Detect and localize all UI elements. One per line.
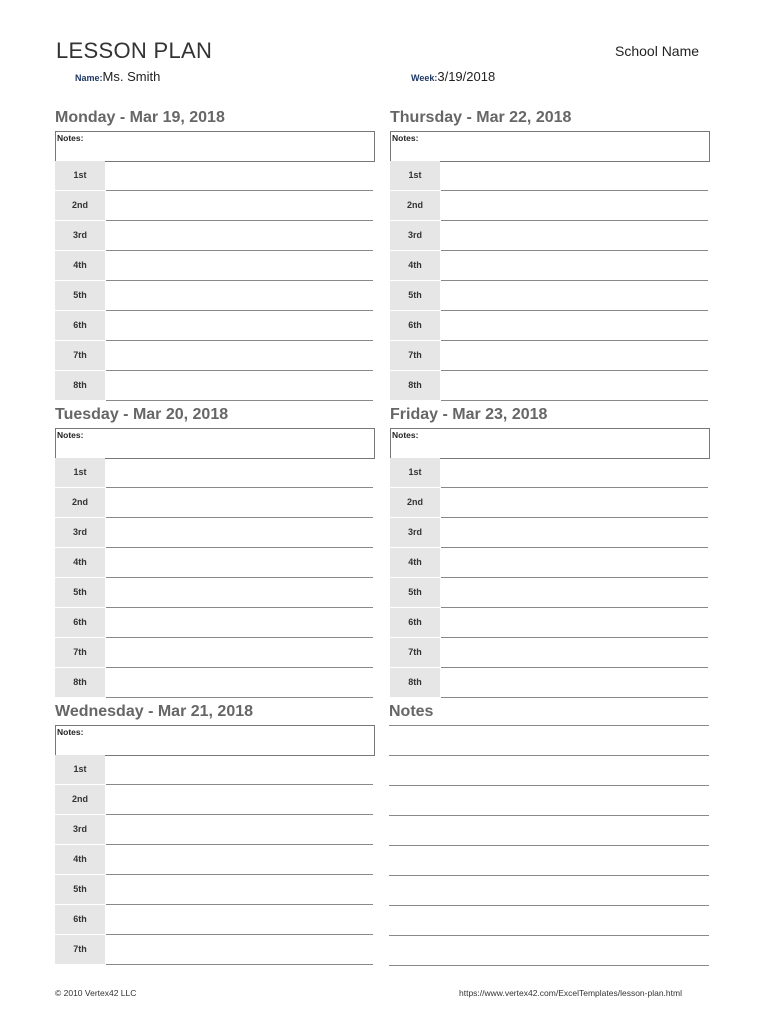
period-label: 7th	[55, 935, 105, 964]
period-row[interactable]	[55, 668, 373, 698]
period-row[interactable]	[55, 935, 373, 965]
period-label: 5th	[390, 578, 440, 607]
period-label: 5th	[55, 281, 105, 310]
period-label: 3rd	[55, 815, 105, 844]
period-row[interactable]	[390, 251, 708, 281]
period-row[interactable]	[390, 311, 708, 341]
period-row[interactable]	[55, 815, 373, 845]
period-row[interactable]	[55, 161, 373, 191]
period-row[interactable]	[55, 578, 373, 608]
period-label: 4th	[55, 251, 105, 280]
period-row[interactable]	[390, 371, 708, 401]
notes-line[interactable]	[389, 905, 709, 906]
period-label: 3rd	[390, 518, 440, 547]
period-label: 3rd	[55, 221, 105, 250]
period-row[interactable]	[55, 905, 373, 935]
period-row[interactable]	[390, 548, 708, 578]
period-label: 1st	[55, 161, 105, 190]
notes-line[interactable]	[389, 965, 709, 966]
period-row[interactable]	[390, 191, 708, 221]
week-value: 3/19/2018	[437, 69, 496, 84]
period-row[interactable]	[390, 518, 708, 548]
page-title: LESSON PLAN	[56, 38, 213, 63]
period-label: 5th	[390, 281, 440, 310]
period-row[interactable]	[55, 488, 373, 518]
period-label: 6th	[390, 608, 440, 637]
period-row[interactable]	[55, 845, 373, 875]
period-label: 3rd	[390, 221, 440, 250]
period-label: 8th	[55, 371, 105, 400]
period-row[interactable]	[55, 875, 373, 905]
day-title: Thursday - Mar 22, 2018	[390, 109, 572, 126]
day-notes-box[interactable]	[55, 131, 375, 162]
period-label: 5th	[55, 875, 105, 904]
day-notes-box[interactable]	[390, 131, 710, 162]
notes-line[interactable]	[389, 725, 709, 726]
period-label: 4th	[55, 845, 105, 874]
period-entry-line[interactable]	[441, 697, 708, 698]
notes-line[interactable]	[389, 755, 709, 756]
day-notes-box[interactable]	[390, 428, 710, 459]
week-field	[411, 68, 495, 86]
period-row[interactable]	[55, 371, 373, 401]
period-row[interactable]	[390, 281, 708, 311]
period-label: 4th	[390, 548, 440, 577]
period-label: 8th	[390, 371, 440, 400]
teacher-name-field	[75, 68, 160, 86]
notes-section-title: Notes	[389, 703, 434, 720]
period-row[interactable]	[55, 548, 373, 578]
notes-line[interactable]	[389, 785, 709, 786]
day-notes-box[interactable]	[55, 428, 375, 459]
day-title: Friday - Mar 23, 2018	[390, 406, 548, 423]
period-label: 2nd	[55, 191, 105, 220]
period-label: 1st	[390, 161, 440, 190]
period-label: 2nd	[55, 488, 105, 517]
period-label: 4th	[390, 251, 440, 280]
period-row[interactable]	[55, 221, 373, 251]
period-row[interactable]	[55, 458, 373, 488]
period-label: 6th	[55, 608, 105, 637]
notes-label: Notes:	[392, 133, 419, 143]
notes-line[interactable]	[389, 875, 709, 876]
period-row[interactable]	[390, 488, 708, 518]
period-entry-line[interactable]	[106, 697, 373, 698]
period-label: 3rd	[55, 518, 105, 547]
notes-label: Notes:	[57, 430, 84, 440]
period-row[interactable]	[55, 311, 373, 341]
day-title: Wednesday - Mar 21, 2018	[55, 703, 254, 720]
period-label: 6th	[55, 905, 105, 934]
period-row[interactable]	[390, 161, 708, 191]
period-label: 8th	[390, 668, 440, 697]
period-label: 2nd	[390, 488, 440, 517]
period-row[interactable]	[55, 785, 373, 815]
period-row[interactable]	[390, 608, 708, 638]
period-label: 7th	[390, 341, 440, 370]
period-row[interactable]	[390, 221, 708, 251]
period-entry-line[interactable]	[106, 400, 373, 401]
period-row[interactable]	[55, 341, 373, 371]
period-row[interactable]	[55, 251, 373, 281]
period-row[interactable]	[55, 191, 373, 221]
period-row[interactable]	[390, 638, 708, 668]
period-label: 5th	[55, 578, 105, 607]
name-value: Ms. Smith	[102, 69, 161, 84]
day-title: Monday - Mar 19, 2018	[55, 109, 225, 126]
day-title: Tuesday - Mar 20, 2018	[55, 406, 229, 423]
period-label: 1st	[390, 458, 440, 487]
notes-label: Notes:	[57, 727, 84, 737]
notes-line[interactable]	[389, 815, 709, 816]
notes-label: Notes:	[57, 133, 84, 143]
period-label: 4th	[55, 548, 105, 577]
notes-line[interactable]	[389, 935, 709, 936]
period-row[interactable]	[55, 638, 373, 668]
period-label: 1st	[55, 755, 105, 784]
period-label: 1st	[55, 458, 105, 487]
week-label: Week:	[411, 73, 438, 83]
period-row[interactable]	[390, 458, 708, 488]
period-row[interactable]	[55, 755, 373, 785]
period-row[interactable]	[390, 341, 708, 371]
period-label: 2nd	[55, 785, 105, 814]
period-row[interactable]	[55, 281, 373, 311]
notes-line[interactable]	[389, 845, 709, 846]
footer-copyright: © 2010 Vertex42 LLC	[55, 988, 137, 998]
day-notes-box[interactable]	[55, 725, 375, 756]
period-entry-line[interactable]	[106, 964, 373, 965]
period-row[interactable]	[55, 608, 373, 638]
period-entry-line[interactable]	[441, 400, 708, 401]
notes-label: Notes:	[392, 430, 419, 440]
name-label: Name:	[75, 73, 103, 83]
period-label: 6th	[390, 311, 440, 340]
period-label: 2nd	[390, 191, 440, 220]
period-label: 6th	[55, 311, 105, 340]
school-name: School Name	[615, 43, 700, 59]
period-label: 7th	[55, 341, 105, 370]
period-label: 7th	[390, 638, 440, 667]
period-row[interactable]	[390, 668, 708, 698]
period-label: 8th	[55, 668, 105, 697]
period-label: 7th	[55, 638, 105, 667]
footer-url: https://www.vertex42.com/ExcelTemplates/lesson-plan.html	[459, 988, 682, 998]
period-row[interactable]	[390, 578, 708, 608]
period-row[interactable]	[55, 518, 373, 548]
